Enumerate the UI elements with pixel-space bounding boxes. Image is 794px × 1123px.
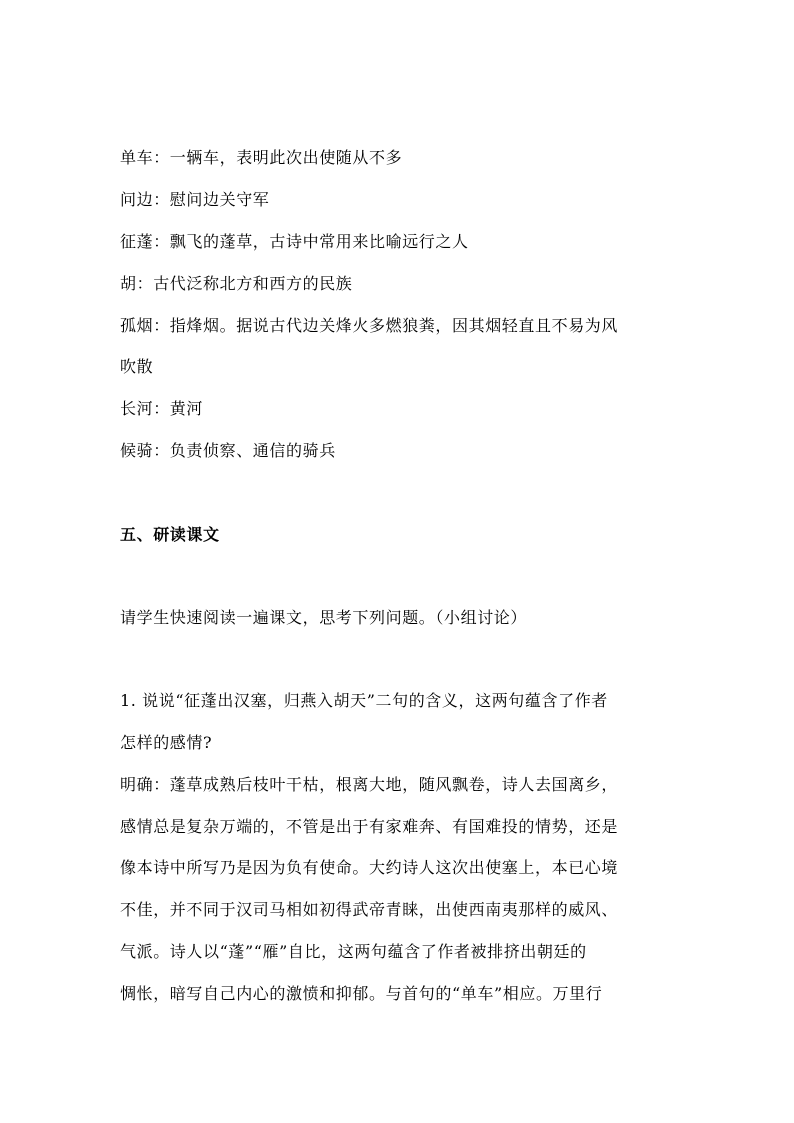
annotation-line: 孤烟：指烽烟。据说古代边关烽火多燃狼粪，因其烟轻直且不易为风: [120, 316, 619, 335]
answer-line: 感情总是复杂万端的，不管是出于有家难奔、有国难投的情势，还是: [120, 817, 619, 836]
answer-line: 惆怅，暗写自己内心的激愤和抑郁。与首句的“单车”相应。万里行: [120, 984, 603, 1003]
answer-line: 像本诗中所写乃是因为负有使命。大约诗人这次出使塞上，本已心境: [120, 858, 619, 877]
section-heading: 五、研读课文: [120, 525, 220, 544]
annotation-line: 单车：一辆车，表明此次出使随从不多: [120, 148, 403, 167]
question-line: 1. 说说“征蓬出汉塞，归燕入胡天”二句的含义，这两句蕴含了作者: [120, 691, 608, 710]
annotation-line: 候骑：负责侦察、通信的骑兵: [120, 441, 336, 460]
annotation-line: 吹散: [120, 357, 154, 376]
instruction-text: 请学生快速阅读一遍课文，思考下列问题。（小组讨论）: [120, 608, 528, 627]
annotation-line: 征蓬：飘飞的蓬草，古诗中常用来比喻远行之人: [120, 232, 469, 251]
answer-line: 不佳，并不同于汉司马相如初得武帝青睐，出使西南夷那样的威风、: [120, 900, 619, 919]
answer-line: 明确：蓬草成熟后枝叶干枯，根离大地，随风飘卷，诗人去国离乡，: [120, 775, 619, 794]
annotation-line: 胡：古代泛称北方和西方的民族: [120, 274, 353, 293]
question-line: 怎样的感情?: [120, 733, 213, 752]
answer-line: 气派。诗人以“蓬”“雁”自比，这两句蕴含了作者被排挤出朝廷的: [120, 942, 587, 961]
annotation-line: 问边：慰问边关守军: [120, 190, 270, 209]
annotation-line: 长河：黄河: [120, 399, 204, 418]
